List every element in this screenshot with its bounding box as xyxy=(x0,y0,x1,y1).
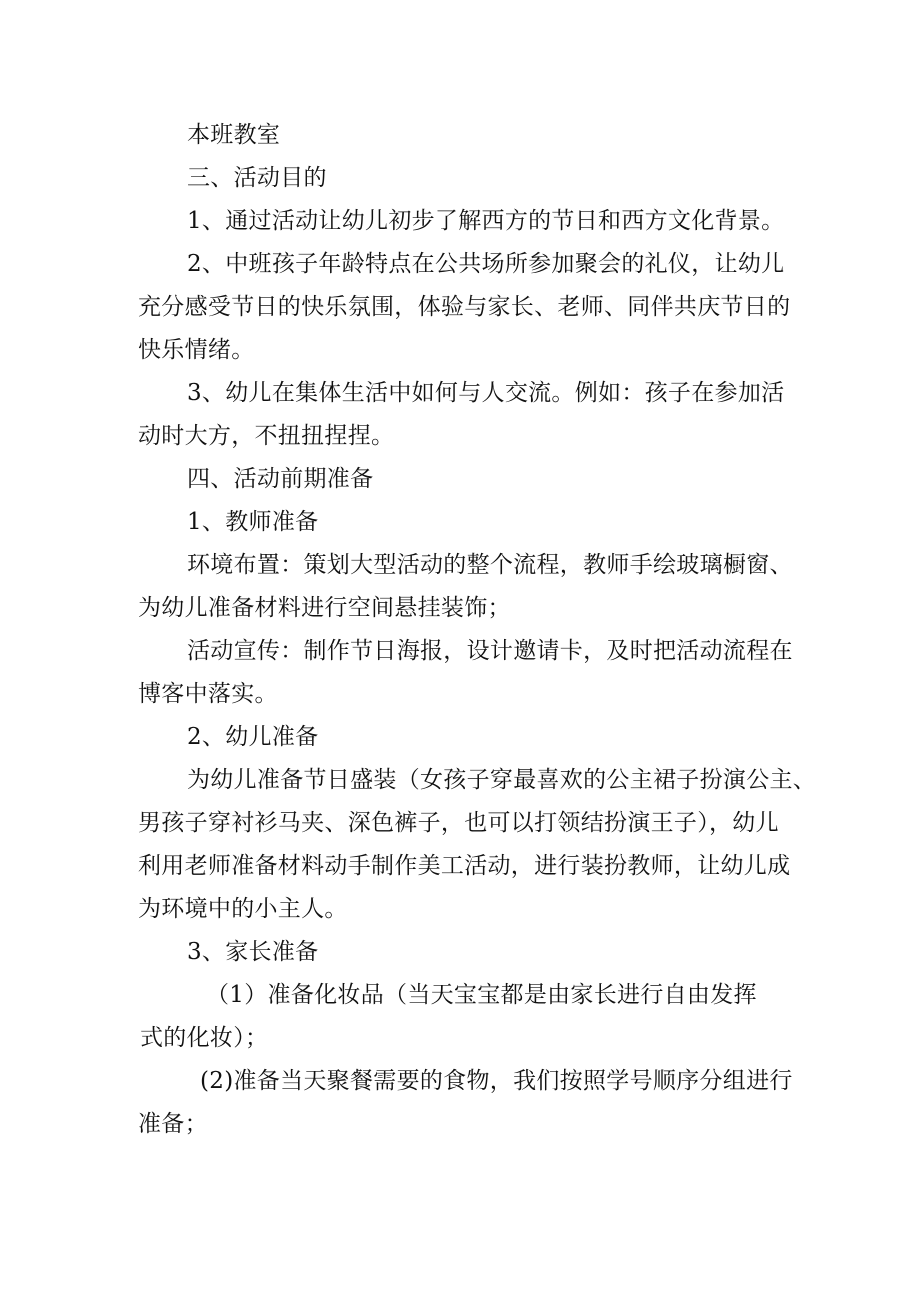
paragraph-publicity-line-1: 活动宣传：制作节日海报，设计邀请卡，及时把活动流程在 xyxy=(187,638,793,664)
paragraph-purpose-3-line-2: 动时大方，不扭扭捏捏。 xyxy=(138,423,395,449)
paragraph-purpose-2-line-2: 充分感受节日的快乐氛围，体验与家长、老师、同伴共庆节日的 xyxy=(138,294,791,320)
paragraph-costume-line-3: 利用老师准备材料动手制作美工活动，进行装扮教师，让幼儿成 xyxy=(138,853,791,879)
paragraph-costume-line-4: 为环境中的小主人。 xyxy=(138,896,348,922)
paragraph-purpose-3-line-1: 3、幼儿在集体生活中如何与人交流。例如：孩子在参加活 xyxy=(187,380,785,406)
paragraph-purpose-2-line-3: 快乐情绪。 xyxy=(138,337,255,363)
list-item-food-line-1: (2)准备当天聚餐需要的食物，我们按照学号顺序分组进行 xyxy=(200,1068,793,1094)
paragraph-environment-line-1: 环境布置：策划大型活动的整个流程，教师手绘玻璃橱窗、 xyxy=(187,552,793,578)
subheading-parent-preparation: 3、家长准备 xyxy=(187,939,319,965)
section-heading-purpose: 三、活动目的 xyxy=(187,165,327,191)
list-item-food-line-2: 准备； xyxy=(138,1111,208,1137)
text-line-location: 本班教室 xyxy=(187,122,281,148)
paragraph-costume-line-2: 男孩子穿衬衫马夹、深色裤子，也可以打领结扮演王子），幼儿 xyxy=(138,810,779,836)
paragraph-purpose-2-line-1: 2、中班孩子年龄特点在公共场所参加聚会的礼仪，让幼儿 xyxy=(187,251,785,277)
paragraph-purpose-1: 1、通过活动让幼儿初步了解西方的节日和西方文化背景。 xyxy=(187,208,785,234)
list-item-cosmetics-line-2: 式的化妆）； xyxy=(140,1025,269,1051)
list-item-cosmetics-line-1: （1）准备化妆品（当天宝宝都是由家长进行自由发挥 xyxy=(206,982,757,1008)
section-heading-preparation: 四、活动前期准备 xyxy=(187,466,374,492)
subheading-teacher-preparation: 1、教师准备 xyxy=(187,509,319,535)
subheading-child-preparation: 2、幼儿准备 xyxy=(187,724,319,750)
paragraph-publicity-line-2: 博客中落实。 xyxy=(138,681,278,707)
paragraph-costume-line-1: 为幼儿准备节日盛装（女孩子穿最喜欢的公主裙子扮演公主、 xyxy=(187,767,817,793)
paragraph-environment-line-2: 为幼儿准备材料进行空间悬挂装饰； xyxy=(138,595,511,621)
